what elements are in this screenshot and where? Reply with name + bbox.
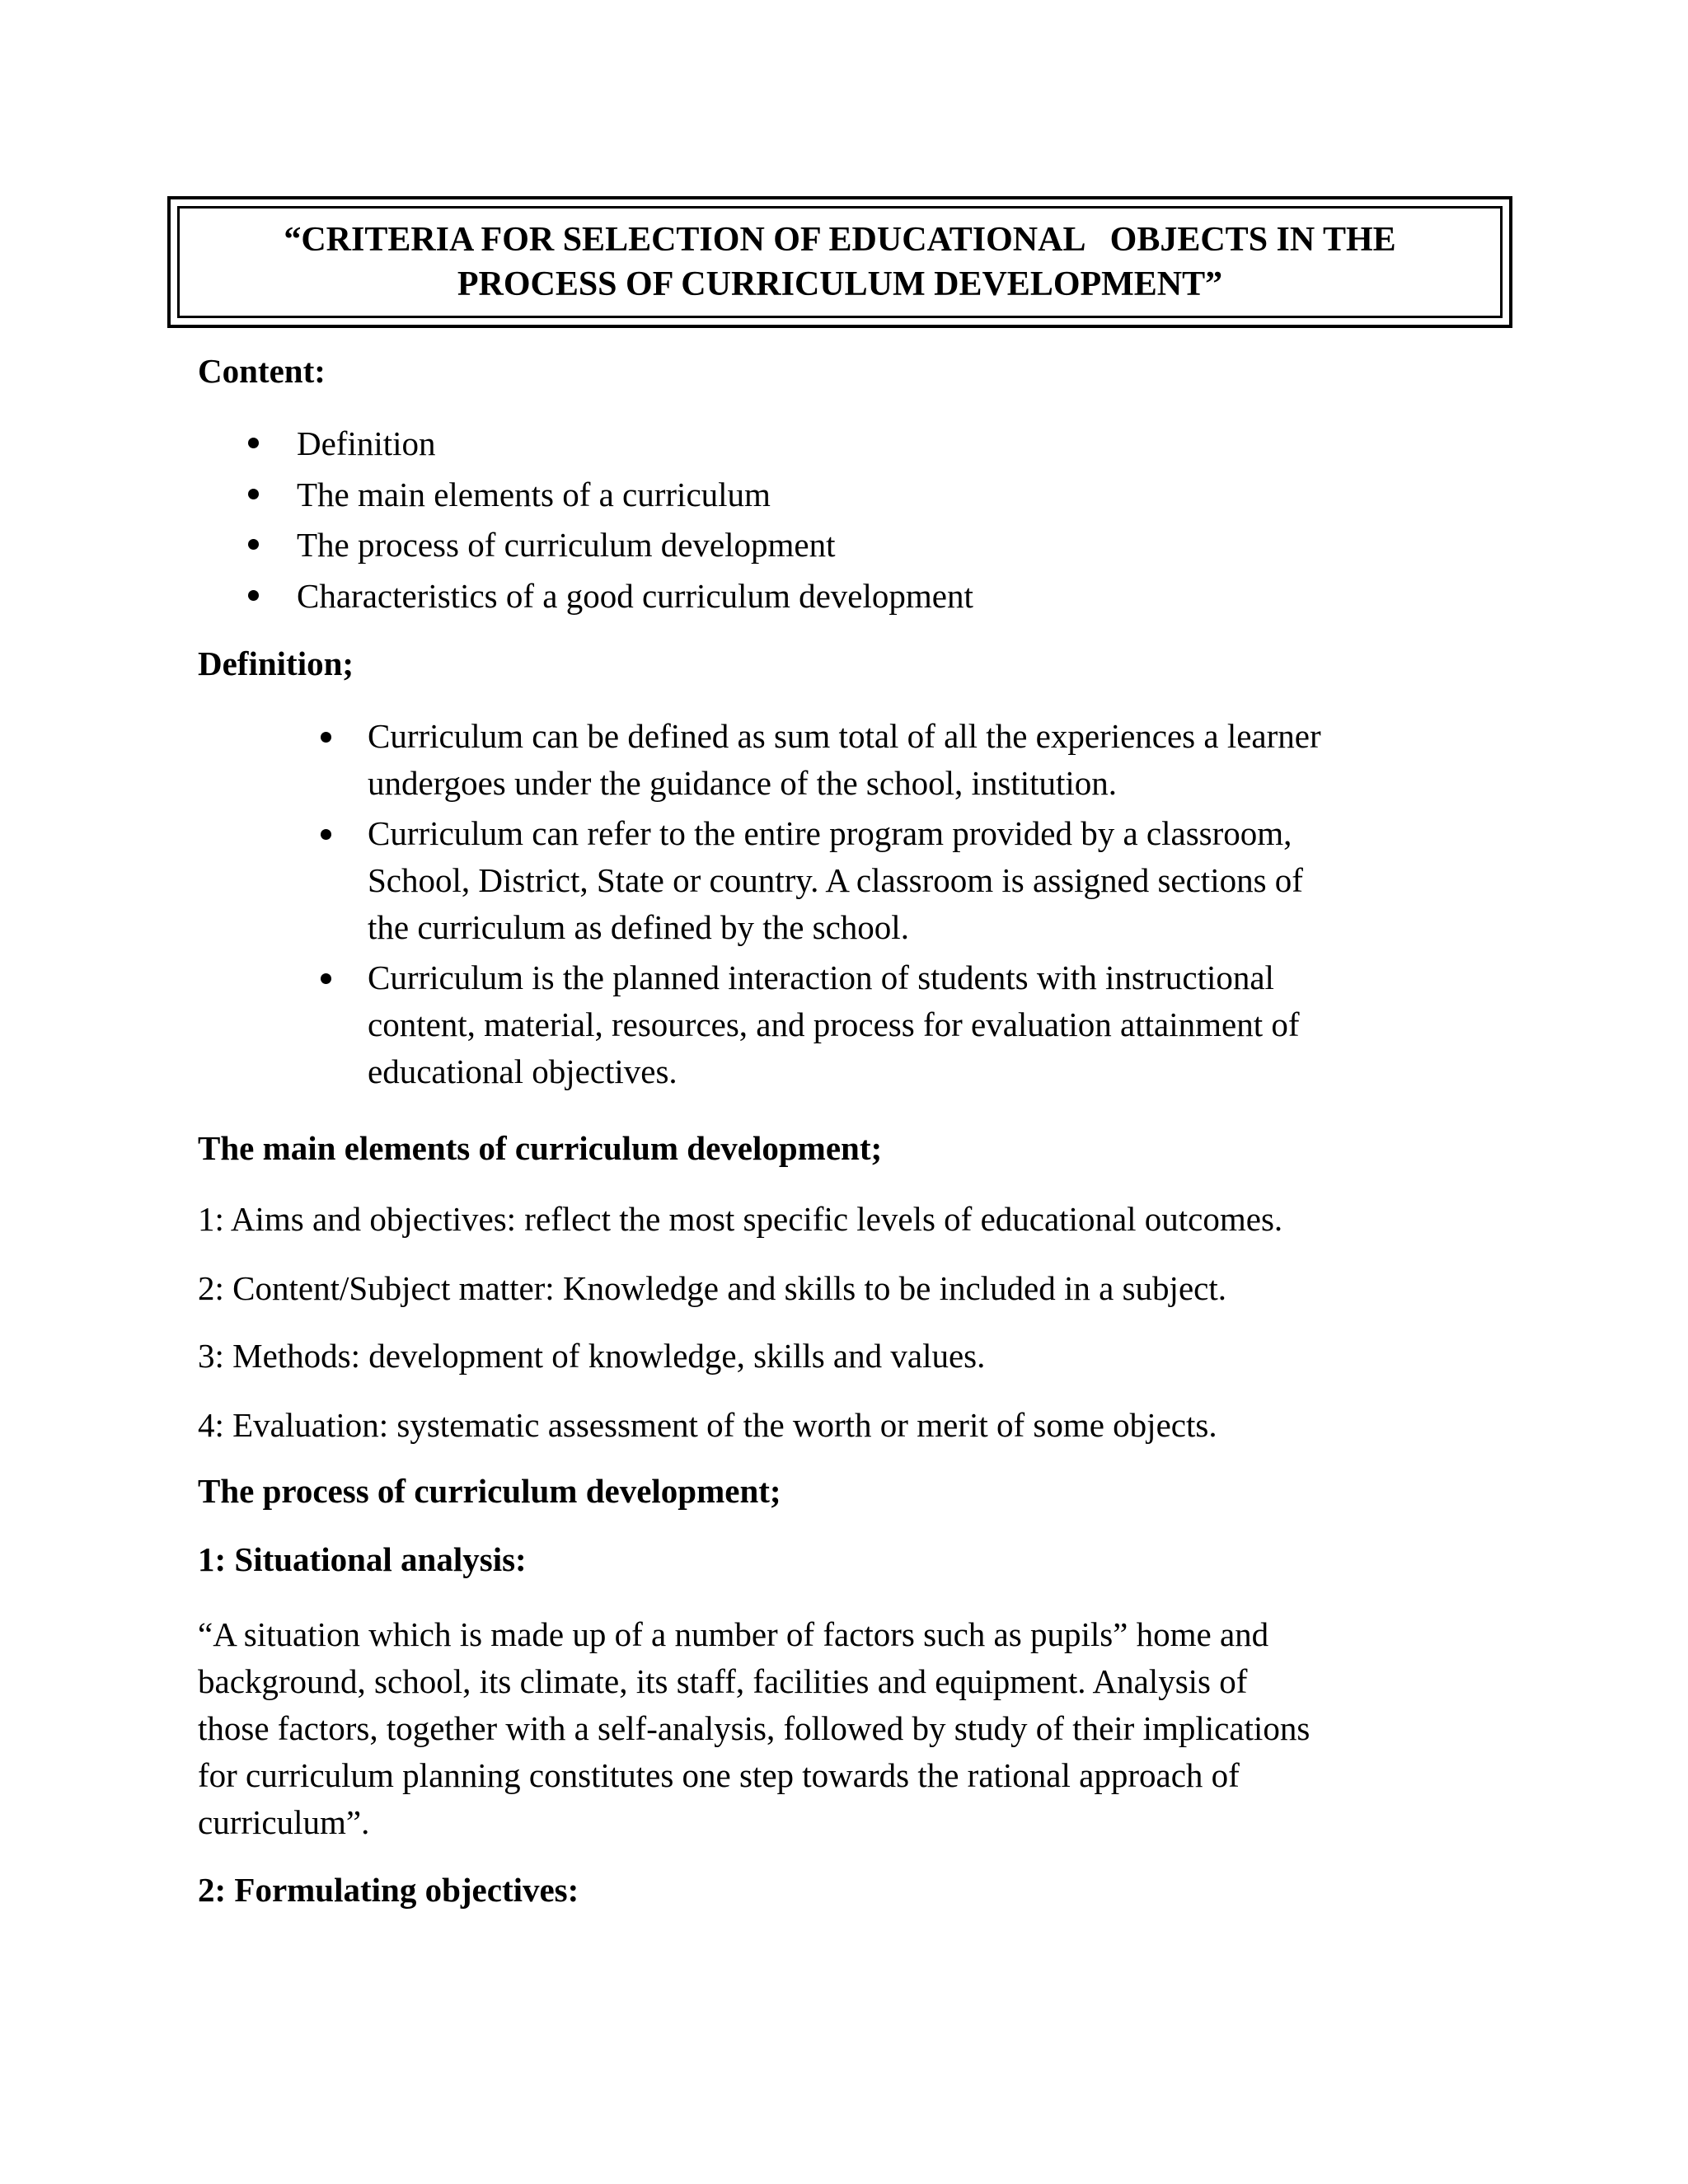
bullet-icon [248,590,259,601]
title-box [167,196,1512,328]
title-inner-frame [177,206,1503,318]
paragraph-line: background, school, its climate, its staff, facilities and equipment. Analysis of [198,1662,1248,1700]
bullet-icon [248,539,259,550]
list-item [297,520,973,571]
content-heading: Content: [198,352,326,390]
step1-heading: 1: Situational analysis: [198,1540,527,1578]
list-item-text: The process of curriculum development [297,526,836,564]
list-item [368,810,1321,951]
bullet-icon [248,438,259,448]
title-line-1: “CRITERIA FOR SELECTION OF EDUCATIONAL OBJECTS IN THE [284,221,1396,259]
paragraph-line: curriculum”. [198,1803,370,1841]
list-item-line: content, material, resources, and process for evaluation attainment of [368,1005,1300,1043]
step2-heading: 2: Formulating objectives: [198,1871,579,1909]
paragraph-line: those factors, together with a self-analysis, followed by study of their implications [198,1709,1311,1747]
title-line-2: PROCESS OF CURRICULUM DEVELOPMENT” [457,265,1223,303]
list-item-text: Characteristics of a good curriculum development [297,576,973,615]
list-item-line: Curriculum is the planned interaction of students with instructional [368,958,1274,996]
bullet-icon [321,732,331,743]
element-item-evaluation: 4: Evaluation: systematic assessment of the worth or merit of some objects. [198,1406,1217,1444]
bullet-icon [248,489,259,499]
content-list [297,419,973,621]
list-item [297,419,973,470]
process-heading: The process of curriculum development; [198,1472,781,1510]
definition-list [368,713,1321,1095]
definition-heading: Definition; [198,644,354,682]
element-item-methods: 3: Methods: development of knowledge, skills and values. [198,1337,986,1375]
list-item-line: Curriculum can be defined as sum total of all the experiences a learner [368,717,1321,755]
bullet-icon [321,829,331,840]
list-item-text: The main elements of a curriculum [297,475,771,513]
element-item-aims: 1: Aims and objectives: reflect the most specific levels of educational outcomes. [198,1200,1283,1238]
paragraph-line: “A situation which is made up of a number of factors such as pupils” home and [198,1615,1269,1653]
list-item-line: the curriculum as defined by the school. [368,908,909,946]
list-item-line: undergoes under the guidance of the school, institution. [368,764,1118,802]
situational-analysis-paragraph [198,1611,1310,1846]
list-item [368,954,1321,1095]
list-item [297,470,973,521]
paragraph-line: for curriculum planning constitutes one step towards the rational approach of [198,1756,1240,1794]
list-item-line: educational objectives. [368,1052,678,1090]
elements-heading: The main elements of curriculum development; [198,1129,883,1167]
element-item-content: 2: Content/Subject matter: Knowledge and skills to be included in a subject. [198,1269,1226,1307]
bullet-icon [321,973,331,984]
list-item [297,571,973,622]
list-item-line: Curriculum can refer to the entire program provided by a classroom, [368,814,1292,852]
list-item-line: School, District, State or country. A classroom is assigned sections of [368,861,1303,899]
list-item [368,713,1321,807]
list-item-text: Definition [297,424,436,462]
